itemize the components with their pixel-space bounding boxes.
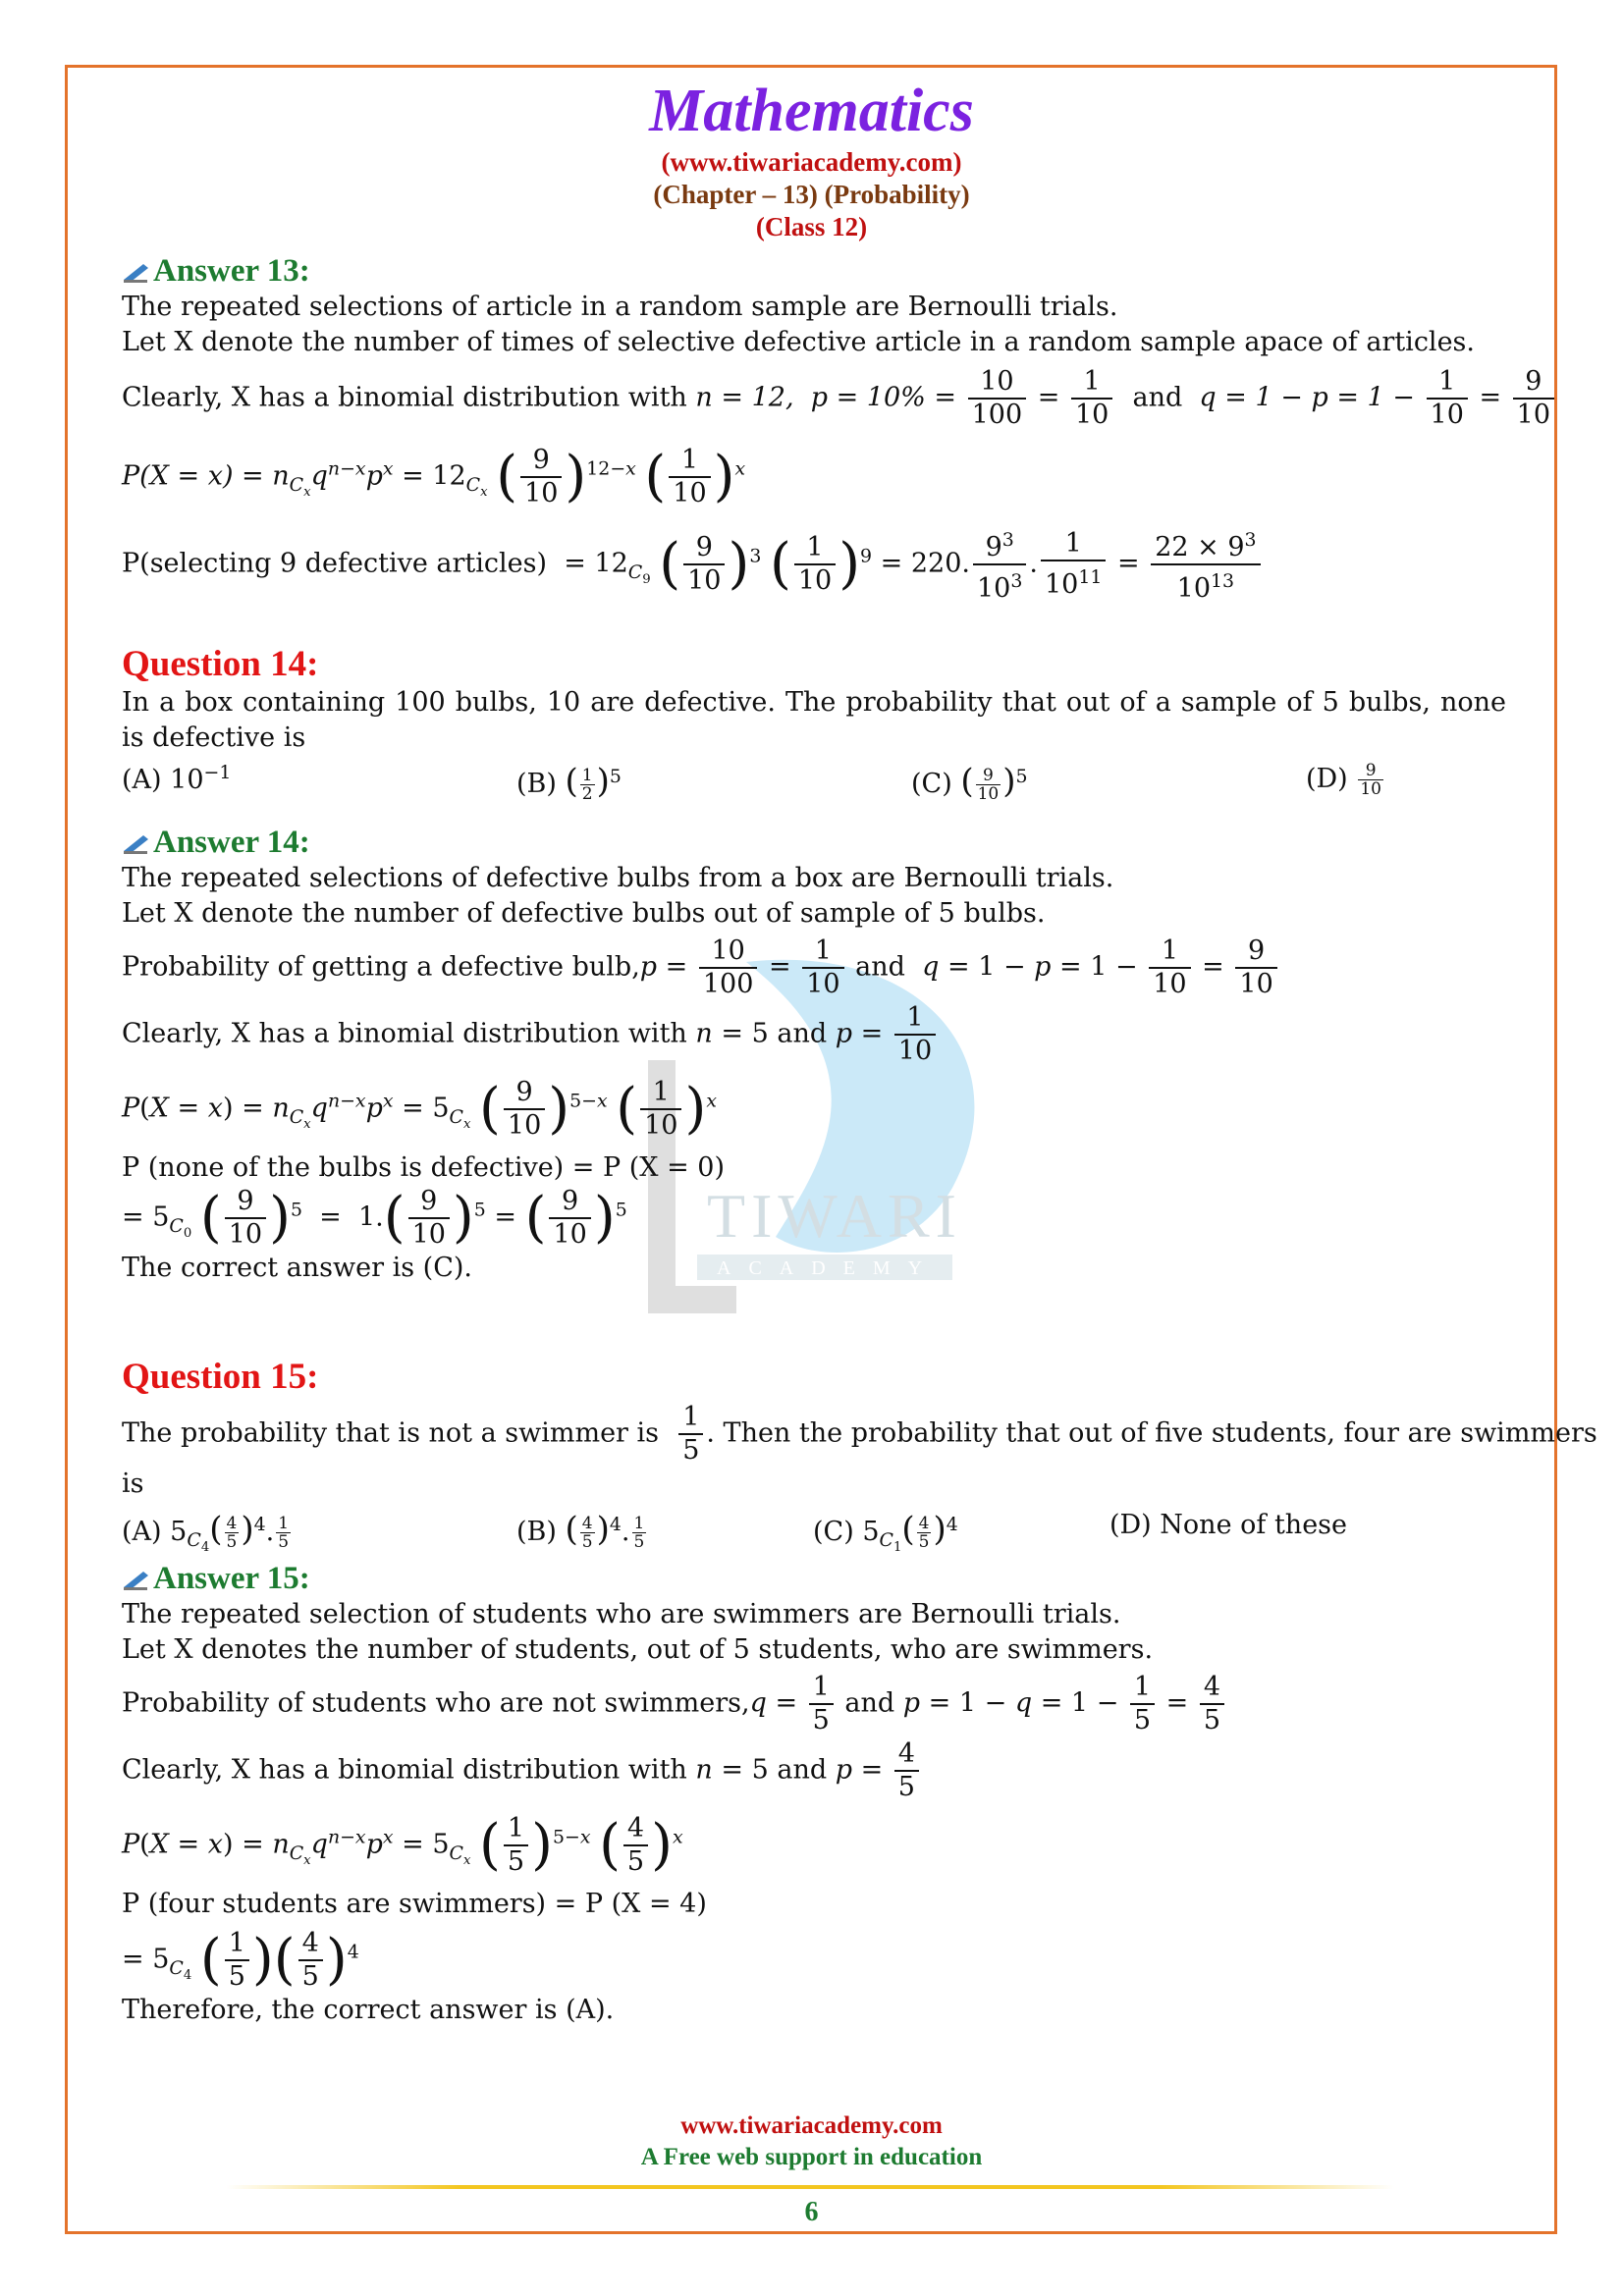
answer-14-probability: Probability of getting a defective bulb,p = $\frac{10}{100}$ = $\frac{1}{10}$ and q = 1 − p = 1 − $\frac{1}{10}$ = $\frac{9}{10}$ xyxy=(122,935,1506,1000)
option-c: (C) $5_{C_1}$( $\frac{4}{5}$ )$^4$ xyxy=(813,1510,958,1556)
option-c: (C) ( $\frac{9}{10}$ )$^5$ xyxy=(911,762,1028,804)
answer-14-pmf: $P(X = x) = n_{C_x}q^{n-x}p^x = 5_{C_x}$ ( $\frac{9}{10}$ )$^{5-x}$ ( $\frac{1}{10}$ )$^x$ xyxy=(122,1077,717,1141)
svg-text:ACADEMY: ACADEMY xyxy=(717,1257,941,1279)
answer-15-four-line: P (four students are swimmers) = P (X = 4) xyxy=(122,1888,707,1919)
question-14-options xyxy=(122,762,1506,803)
answer-15-line-1: The repeated selection of students who are swimmers are Bernoulli trials. xyxy=(122,1599,1121,1629)
page-number: 6 xyxy=(804,2197,819,2227)
svg-text:TIWARI: TIWARI xyxy=(707,1181,962,1251)
header-class: (Class 12) xyxy=(755,212,868,241)
question-14-block xyxy=(122,643,1506,803)
answer-13-line-2: Let X denote the number of times of selective defective article in a random sample apace of articles. xyxy=(122,327,1475,357)
question-15-heading: Question 15: xyxy=(122,1357,319,1397)
answer-15-pmf: $P(X = x) = n_{C_x}q^{n-x}p^x = 5_{C_x}$ ( $\frac{1}{5}$ )$^{5-x}$ ( $\frac{4}{5}$ )$^x$ xyxy=(122,1813,683,1877)
option-a: (A) $10^{-1}$ xyxy=(122,762,232,795)
answer-13-line-1: The repeated selections of article in a random sample are Bernoulli trials. xyxy=(122,292,1118,322)
pencil-icon xyxy=(122,831,151,855)
answer-13-pmf: $P(X = x) = n_{C_x}q^{n-x}p^x = 12_{C_x}$ ( $\frac{9}{10}$ )$^{12-x}$ ( $\frac{1}{10}$ )$^x$ xyxy=(122,445,746,508)
header-website: (www.tiwariacademy.com) xyxy=(661,147,962,177)
question-15-text: The probability that is not a swimmer is $\frac{1}{5}$ . Then the probability that out of five students, four are swimmers xyxy=(122,1402,1597,1466)
question-14-text: In a box containing 100 bulbs, 10 are defective. The probability that out of a sample of 5 bulbs, none is defective is xyxy=(122,687,1506,753)
answer-14-line-2: Let X denote the number of defective bulbs out of sample of 5 bulbs. xyxy=(122,898,1046,929)
question-15-options xyxy=(122,1510,1506,1555)
answer-15-line-2: Let X denotes the number of students, out of 5 students, who are swimmers. xyxy=(122,1634,1154,1665)
answer-15-distribution: Clearly, X has a binomial distribution with n = 5 and p = $\frac{4}{5}$ xyxy=(122,1738,1506,1803)
option-a: (A) $5_{C_4}$( $\frac{4}{5}$ )$^4$. $\frac{1}{5}$ xyxy=(122,1510,290,1556)
option-b: (B) ( $\frac{1}{2}$ )$^5$ xyxy=(516,762,622,804)
answer-13-block xyxy=(122,253,1551,605)
answer-14-conclusion: The correct answer is (C). xyxy=(122,1253,472,1284)
question-14-heading: Question 14: xyxy=(122,644,319,684)
option-d: (D) $\frac{9}{10}$ xyxy=(1306,761,1381,799)
answer-14-none-line: P (none of the bulbs is defective) = P (X = 0) xyxy=(122,1151,726,1183)
page-title: Mathematics xyxy=(649,78,974,144)
question-15-text-end: is xyxy=(122,1468,144,1499)
answer-15-result: = $5_{C_4}$ ( $\frac{1}{5}$ )( $\frac{4}{5}$ )$^4$ xyxy=(122,1927,359,1992)
question-15-block xyxy=(122,1356,1597,1556)
pencil-icon xyxy=(122,1568,151,1591)
answer-13-heading: Answer 13: xyxy=(122,253,1506,290)
answer-15-heading: Answer 15: xyxy=(122,1561,1506,1597)
answer-14-distribution: Clearly, X has a binomial distribution with n = 5 and p = $\frac{1}{10}$ xyxy=(122,1002,1506,1067)
answer-13-selection: P(selecting 9 defective articles) = $12_{C_9}$ ( $\frac{9}{10}$ )$^3$ ( $\frac{1}{10}$ )$^9$ = 220. $\frac{9^3}{10^3}$ . $\frac{1}{10^{11}}$ = $\frac{22 \times 9^3}{10^{13}}$ xyxy=(122,524,1506,605)
option-d: (D) None of these xyxy=(1109,1510,1348,1540)
answer-14-result: = $5_{C_0}$ ( $\frac{9}{10}$ )$^5$ = 1.( $\frac{9}{10}$ )$^5$ = ( $\frac{9}{10}$ )$^5$ xyxy=(122,1185,627,1250)
answer-13-distribution: Clearly, X has a binomial distribution with n = 12, p = 10% = $\frac{10}{100}$ = $\frac{1}{10}$ and q = 1 − p = 1 − $\frac{1}{10}$ = $\frac{9}{10}$ xyxy=(122,366,1506,431)
option-b: (B) ( $\frac{4}{5}$ )$^4$. $\frac{1}{5}$ xyxy=(516,1510,645,1552)
answer-15-block xyxy=(122,1561,1506,2028)
pencil-icon xyxy=(122,260,151,284)
answer-15-conclusion: Therefore, the correct answer is (A). xyxy=(122,1995,615,2026)
answer-14-heading: Answer 14: xyxy=(122,825,1506,861)
answer-14-line-1: The repeated selections of defective bulbs from a box are Bernoulli trials. xyxy=(122,863,1114,893)
footer-website[interactable]: www.tiwariacademy.com xyxy=(680,2112,943,2139)
footer-tagline: A Free web support in education xyxy=(640,2144,983,2170)
answer-15-probability: Probability of students who are not swimmers,q = $\frac{1}{5}$ and p = 1 − q = 1 − $\frac{1}{5}$ = $\frac{4}{5}$ xyxy=(122,1672,1506,1736)
footer-divider xyxy=(226,2185,1394,2189)
header-chapter: (Chapter – 13) (Probability) xyxy=(653,180,970,209)
answer-14-block xyxy=(122,825,1506,1286)
